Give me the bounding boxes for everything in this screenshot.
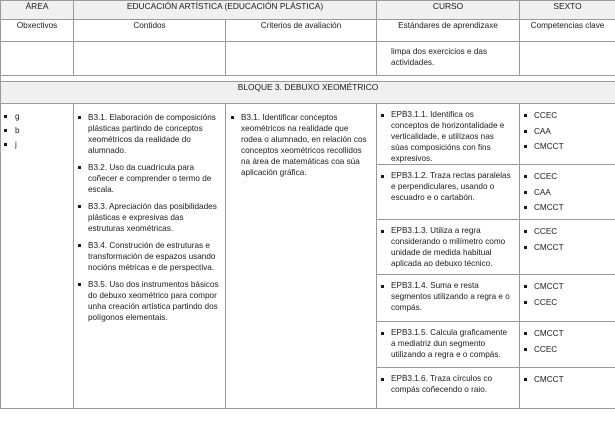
contido-item: B3.5. Uso dos instrumentos básicos do debuxo xeométrico para compor unha creación artística partindo dos polígonos elementais. (88, 280, 219, 322)
estandar-cell (377, 322, 520, 368)
competencia-item: CMCCT (534, 200, 615, 216)
column-header-row (1, 20, 615, 42)
competencia-item: CCEC (534, 108, 615, 124)
continuation-text: limpa dos exercicios e das actividades. (391, 47, 488, 67)
estandar-text: EPB3.1.6. Traza círculos co compás coñecendo o raio. (391, 374, 493, 394)
table-row (1, 104, 615, 165)
competencia-item: CCEC (534, 342, 615, 358)
bloque-title: BLOQUE 3. DEBUXO XEOMÉTRICO (1, 82, 615, 104)
curso-value: SEXTO (520, 1, 615, 20)
competencias-cell (520, 104, 615, 165)
estandar-text: EPB3.1.2. Traza rectas paralelas e perpendiculares, usando o escuadro e o cartabón. (391, 171, 511, 202)
obxectivo-item: j (15, 138, 73, 152)
competencias-cell (520, 220, 615, 275)
estandar-text: EPB3.1.5. Calcula graficamente a mediatriz dun segmento utilizando a regra e o compás. (391, 328, 508, 359)
contido-item: B3.3. Apreciación das posibilidades plásticas e expresivas das estruturas xeométricas. (88, 201, 219, 234)
bloque-row (1, 82, 615, 104)
competencia-item: CMCCT (534, 240, 615, 256)
criterios-cell (226, 104, 377, 409)
continuation-row (1, 42, 615, 76)
contido-item: B3.1. Elaboración de composicións plásticas partindo de conceptos xeométricos da realidade do alumnado. (88, 112, 219, 156)
competencias-cell (520, 275, 615, 322)
competencia-item: CAA (534, 185, 615, 201)
col-obxectivos: Obxectivos (1, 20, 74, 42)
competencias-cell (520, 165, 615, 220)
competencias-cell (520, 322, 615, 368)
contido-item: B3.4. Construción de estruturas e transformación de espazos usando nocións métricas e de perspectiva. (88, 240, 219, 273)
obxectivo-item: b (15, 124, 73, 138)
contido-item: B3.2. Uso da cuadrícula para coñecer e comprender o termo de escala. (88, 162, 219, 195)
estandar-cell (377, 104, 520, 165)
area-label: ÁREA (1, 1, 74, 20)
estandar-cell (377, 275, 520, 322)
competencia-item: CMCCT (534, 279, 615, 295)
estandar-cell (377, 368, 520, 409)
obxectivo-item: g (15, 110, 73, 124)
competencia-item: CMCCT (534, 372, 615, 388)
col-competencias: Competencias clave (520, 20, 615, 42)
competencia-item: CMCCT (534, 326, 615, 342)
competencias-cell (520, 368, 615, 409)
criterio-item: B3.1. Identificar conceptos xeométricos na realidade que rodea o alumnado, en relación cos conceptos xeométricos recollidos na área de matemáticas coa súa aplicación gráfica. (241, 112, 370, 178)
col-criterios: Criterios de avaliación (226, 20, 377, 42)
col-estandares: Estándares de aprendizaxe (377, 20, 520, 42)
area-name: EDUCACIÓN ARTÍSTICA (EDUCACIÓN PLÁSTICA) (74, 1, 377, 20)
contidos-cell (74, 104, 226, 409)
estandar-text: EPB3.1.3. Utiliza a regra considerando o milímetro como unidade de medida habitual aplicada ao debuxo técnico. (391, 226, 506, 268)
competencia-item: CMCCT (534, 139, 615, 155)
estandar-text: EPB3.1.1. Identifica os conceptos de horizontalidade e verticalidade, e utilízaos nas súas composicións con fins expresivos. (391, 110, 505, 163)
competencia-item: CAA (534, 124, 615, 140)
curso-label: CURSO (377, 1, 520, 20)
competencia-item: CCEC (534, 224, 615, 240)
estandar-cell (377, 165, 520, 220)
competencia-item: CCEC (534, 295, 615, 311)
competencia-item: CCEC (534, 169, 615, 185)
col-contidos: Contidos (74, 20, 226, 42)
estandar-text: EPB3.1.4. Suma e resta segmentos utilizando a regra e o compás. (391, 281, 510, 312)
header-row (1, 1, 615, 20)
obxectivos-cell (1, 104, 74, 409)
estandar-cell (377, 220, 520, 275)
